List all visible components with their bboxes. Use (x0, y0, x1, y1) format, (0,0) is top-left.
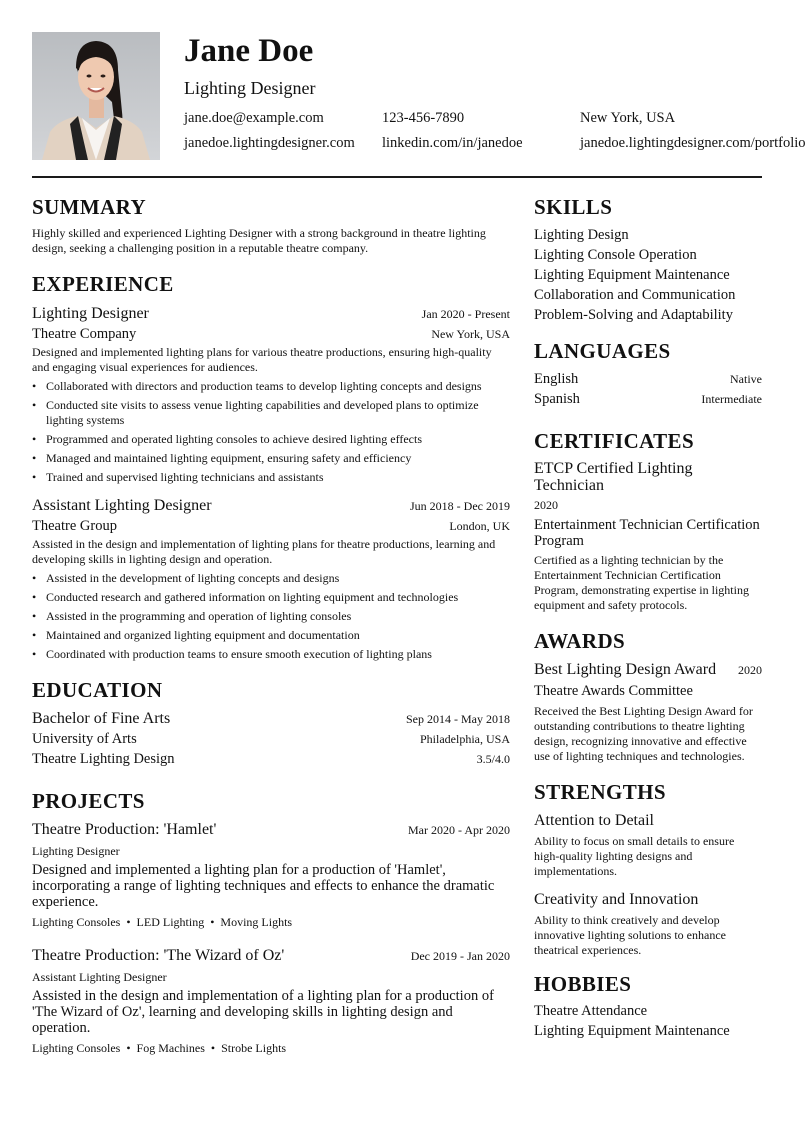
hobbies-section (534, 972, 762, 1041)
job-title: Assistant Lighting Designer (32, 497, 212, 514)
language-name: English (534, 371, 579, 387)
award-title: Best Lighting Design Award (534, 661, 717, 678)
tag-separator: • (210, 1040, 216, 1055)
section-title: EXPERIENCE (32, 272, 174, 296)
resume-header (32, 32, 806, 162)
job-location: London, UK (449, 519, 510, 533)
section-title: EDUCATION (32, 677, 163, 702)
strength-title: Creativity and Innovation (534, 891, 699, 908)
project-description: Designed and implemented a lighting plan for a production of 'Hamlet', incorporating a range of lighting techniques and effects to enhance the dramatic experience. (32, 861, 495, 910)
project-role: Lighting Designer (32, 843, 120, 858)
hobby-item: Lighting Equipment Maintenance (534, 1023, 730, 1039)
project-tags (32, 914, 510, 930)
job-bullets (32, 379, 510, 484)
experience-section (32, 272, 510, 662)
project-tag: Lighting Consoles (32, 1040, 121, 1055)
skill-item: Problem-Solving and Adaptability (534, 307, 733, 323)
section-title: CERTIFICATES (534, 429, 695, 453)
section-title: HOBBIES (534, 972, 632, 996)
contact-email[interactable]: jane.doe@example.com (184, 110, 324, 126)
job-description: Assisted in the design and implementation of lighting plans for theatre productions, learning and developing skills in lighting design and operation. (32, 537, 496, 566)
skill-item: Lighting Console Operation (534, 247, 697, 263)
degree: Bachelor of Fine Arts (32, 709, 171, 727)
job-title: Lighting Designer (32, 305, 149, 322)
contact-portfolio[interactable]: janedoe.lightingdesigner.com/portfolio (580, 135, 806, 151)
project-tag: Moving Lights (220, 914, 293, 929)
field-of-study: Theatre Lighting Design (32, 750, 175, 767)
projects-section (32, 789, 510, 1056)
section-title: PROJECTS (32, 788, 145, 813)
project-tag: Strobe Lights (221, 1040, 287, 1055)
job-bullet: • Maintained and organized lighting equipment and documentation (32, 628, 510, 643)
strength-description: Ability to think creatively and develop innovative lighting solutions to enhance theatrical experiences. (534, 913, 726, 957)
certificates-section (534, 429, 762, 613)
skill-item: Collaboration and Communication (534, 287, 736, 303)
job-location: New York, USA (431, 327, 510, 341)
project-item (32, 820, 510, 930)
strength-description: Ability to focus on small details to ensure high-quality lighting designs and implementations. (534, 834, 735, 878)
tag-separator: • (126, 914, 131, 929)
job-dates: Jan 2020 - Present (421, 307, 510, 321)
job-bullets (32, 571, 510, 662)
job-bullet: • Managed and maintained lighting equipment, ensuring safety and efficiency (32, 451, 510, 466)
tag-separator: • (210, 914, 215, 929)
project-tag: Lighting Consoles (32, 914, 121, 929)
award-description: Received the Best Lighting Design Award for outstanding contributions to theatre lighting design, recognizing innovative and effective use of lighting techniques and technologies. (534, 704, 753, 763)
job-bullet: • Assisted in the programming and operation of lighting consoles (32, 609, 510, 624)
candidate-title: Lighting Designer (184, 78, 316, 98)
project-dates: Dec 2019 - Jan 2020 (410, 948, 510, 963)
awards-section (534, 629, 762, 764)
section-title: STRENGTHS (534, 780, 666, 804)
job-company: Theatre Group (32, 518, 117, 534)
summary-section (32, 195, 510, 256)
section-title: LANGUAGES (534, 339, 671, 363)
project-title: Theatre Production: 'Hamlet' (32, 820, 217, 838)
education-section (32, 678, 510, 769)
summary-text: Highly skilled and experienced Lighting Designer with a strong background in theatre lighting design, seeking a challenging position in a reputable theatre company. (32, 226, 486, 255)
award-year: 2020 (738, 663, 762, 677)
tag-separator: • (126, 1040, 131, 1055)
section-title: SUMMARY (32, 195, 147, 219)
job-dates: Jun 2018 - Dec 2019 (410, 499, 510, 513)
job-bullet: • Programmed and operated lighting consoles to achieve desired lighting effects (32, 432, 510, 447)
experience-item (32, 496, 510, 662)
project-tag: LED Lighting (136, 914, 205, 929)
skills-section (534, 195, 762, 325)
job-company: Theatre Company (32, 326, 137, 342)
strength-title: Attention to Detail (534, 812, 654, 829)
project-tag: Fog Machines (136, 1040, 205, 1055)
certificate-year: 2020 (534, 498, 558, 512)
contact-website[interactable]: janedoe.lightingdesigner.com (184, 135, 355, 151)
side-column (534, 195, 762, 1041)
job-bullet: • Assisted in the development of lighting concepts and designs (32, 571, 510, 586)
project-item (32, 946, 510, 1056)
award-issuer: Theatre Awards Committee (534, 683, 693, 699)
profile-photo-illustration (32, 32, 160, 160)
profile-photo (32, 32, 160, 160)
certificate-name: ETCP Certified Lighting Technician (534, 460, 693, 494)
gpa: 3.5/4.0 (476, 751, 510, 766)
languages-section (534, 339, 762, 409)
contact-phone[interactable]: 123-456-7890 (382, 110, 465, 126)
job-bullet: • Conducted site visits to assess venue lighting capabilities and developed plans to optimize lighting systems (32, 398, 510, 427)
job-bullet: • Coordinated with production teams to ensure smooth execution of lighting plans (32, 647, 510, 662)
language-level: Native (730, 372, 762, 386)
skill-item: Lighting Equipment Maintenance (534, 267, 730, 283)
skill-item: Lighting Design (534, 227, 629, 243)
education-dates: Sep 2014 - May 2018 (406, 711, 510, 726)
main-column (32, 195, 510, 1056)
strengths-section (534, 780, 762, 958)
experience-item (32, 304, 510, 484)
project-description: Assisted in the design and implementation of a lighting plan for a production of 'The Wizard of Oz', learning and developing skills in lighting design and operation. (32, 987, 494, 1036)
contact-linkedin[interactable]: linkedin.com/in/janedoe (382, 135, 523, 151)
header-divider (32, 176, 762, 178)
contact-location: New York, USA (580, 110, 676, 126)
project-tags (32, 1040, 510, 1056)
certificate-name: Entertainment Technician Certification Program (534, 517, 760, 549)
section-title: SKILLS (534, 195, 613, 219)
job-bullet: • Conducted research and gathered information on lighting equipment and technologies (32, 590, 510, 605)
project-title: Theatre Production: 'The Wizard of Oz' (32, 946, 285, 964)
candidate-name: Jane Doe (184, 33, 314, 69)
school: University of Arts (32, 730, 137, 747)
job-description: Designed and implemented lighting plans for various theatre productions, ensuring high-quality and engaging visual experiences for audiences. (32, 345, 492, 374)
hobby-item: Theatre Attendance (534, 1003, 648, 1019)
section-title: AWARDS (534, 629, 626, 653)
school-location: Philadelphia, USA (420, 731, 510, 746)
certificate-description: Certified as a lighting technician by the Entertainment Technician Certification Program, demonstrating expertise in lighting equipment and safety protocols. (534, 553, 749, 612)
project-role: Assistant Lighting Designer (32, 969, 167, 984)
job-bullet: • Trained and supervised lighting technicians and assistants (32, 470, 510, 485)
job-bullet: • Collaborated with directors and production teams to develop lighting concepts and designs (32, 379, 510, 394)
language-level: Intermediate (701, 392, 762, 406)
project-dates: Mar 2020 - Apr 2020 (408, 822, 510, 837)
language-name: Spanish (534, 391, 580, 407)
